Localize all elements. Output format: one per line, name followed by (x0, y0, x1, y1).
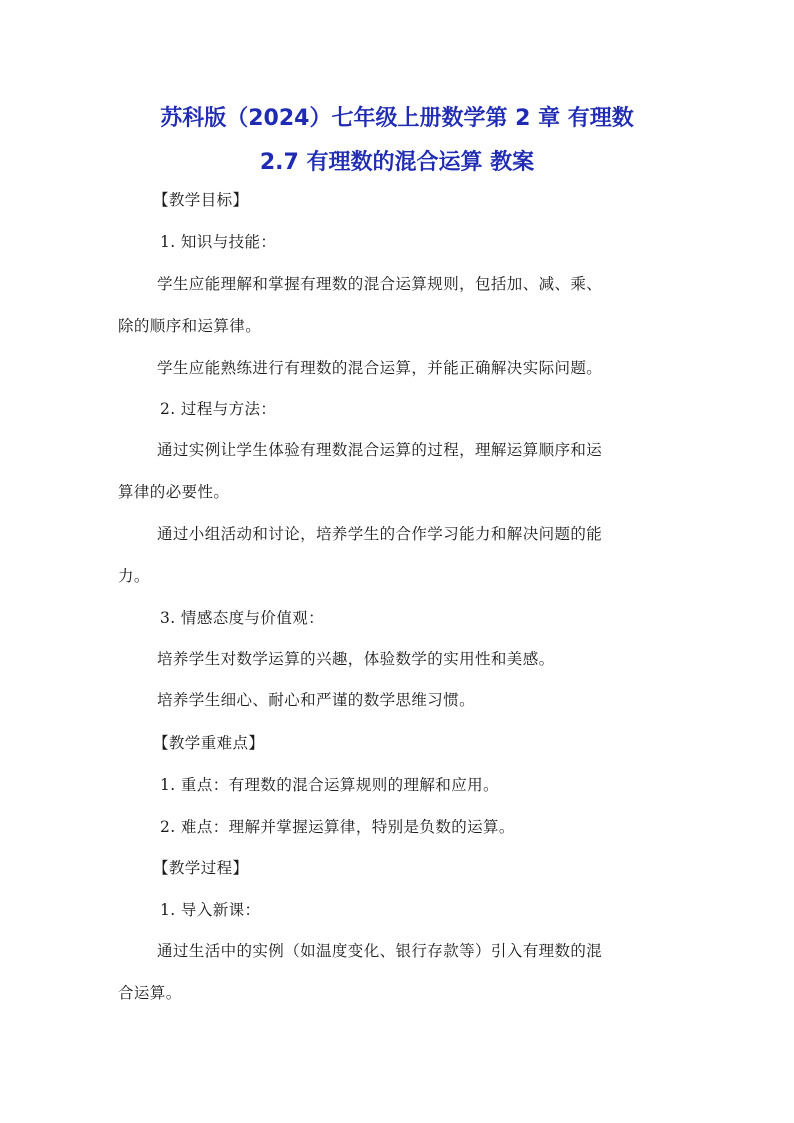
process-1-paragraph-1-line-2: 合运算。 (118, 984, 182, 1002)
objective-3-paragraph-1: 培养学生对数学运算的兴趣，体验数学的实用性和美感。 (157, 650, 555, 668)
objective-1-paragraph-1-line-1: 学生应能理解和掌握有理数的混合运算规则，包括加、减、乘、 (157, 275, 603, 293)
objective-2-paragraph-2-line-1: 通过小组活动和讨论，培养学生的合作学习能力和解决问题的能 (157, 525, 603, 543)
objective-1-heading: 1. 知识与技能： (160, 233, 277, 251)
objective-3-paragraph-2: 培养学生细心、耐心和严谨的数学思维习惯。 (157, 691, 476, 709)
objectives-heading: 【教学目标】 (153, 191, 249, 209)
objective-1-paragraph-2: 学生应能熟练进行有理数的混合运算，并能正确解决实际问题。 (157, 359, 603, 377)
objective-2-paragraph-1-line-2: 算律的必要性。 (118, 483, 230, 501)
keypoint-2: 2. 难点：理解并掌握运算律，特别是负数的运算。 (160, 818, 515, 836)
process-heading: 【教学过程】 (153, 859, 249, 877)
keypoints-heading: 【教学重难点】 (153, 734, 265, 752)
objective-3-heading: 3. 情感态度与价值观： (160, 609, 325, 627)
process-1-paragraph-1-line-1: 通过生活中的实例（如温度变化、银行存款等）引入有理数的混 (157, 942, 603, 960)
objective-2-paragraph-2-line-2: 力。 (118, 567, 150, 585)
process-1-heading: 1. 导入新课： (160, 901, 261, 919)
keypoint-1: 1. 重点：有理数的混合运算规则的理解和应用。 (160, 776, 499, 794)
document-title-line1: 苏科版（2024）七年级上册数学第 2 章 有理数 (160, 106, 634, 131)
objective-2-heading: 2. 过程与方法： (160, 400, 277, 418)
document-title-line2: 2.7 有理数的混合运算 教案 (259, 150, 535, 175)
objective-2-paragraph-1-line-1: 通过实例让学生体验有理数混合运算的过程，理解运算顺序和运 (157, 441, 603, 459)
objective-1-paragraph-1-line-2: 除的顺序和运算律。 (118, 317, 262, 335)
